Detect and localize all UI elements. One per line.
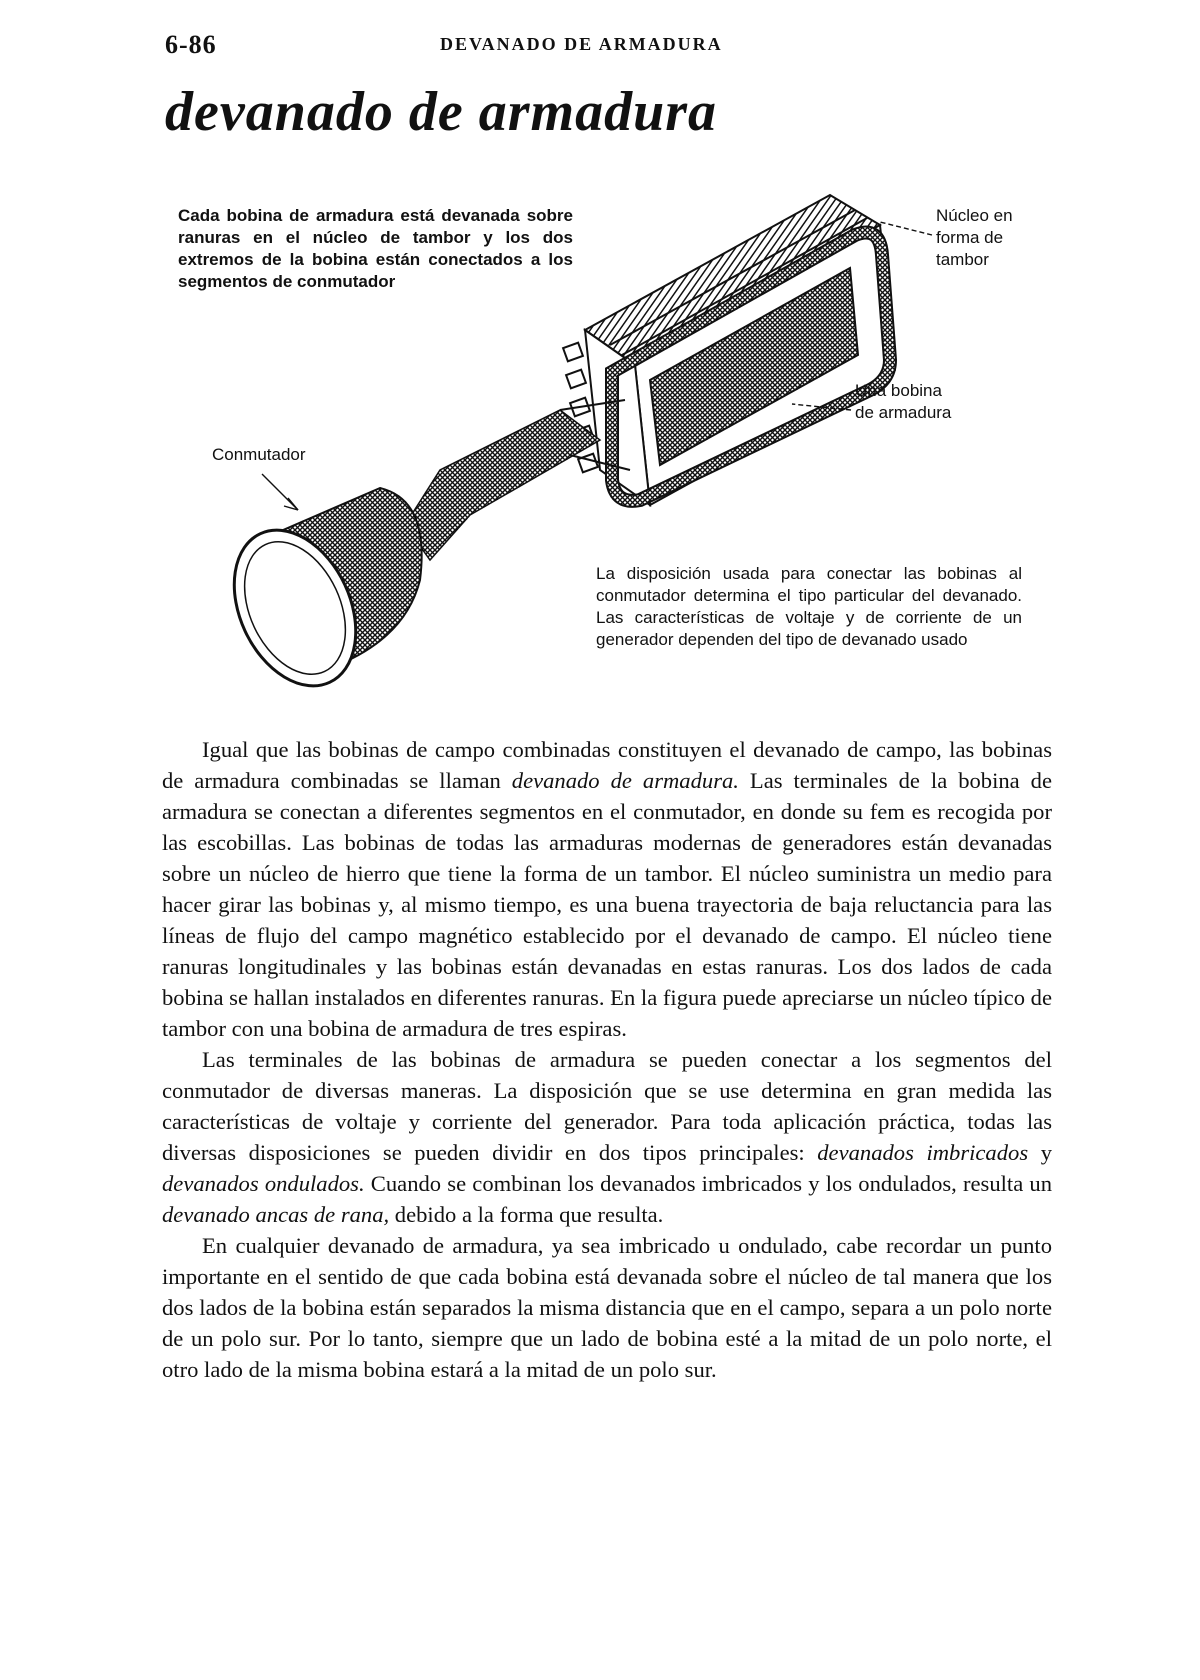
p2-text-c: y xyxy=(1028,1140,1052,1165)
paragraph-3: En cualquier devanado de armadura, ya sea imbricado u ondulado, cabe recordar un punto importante en el sentido de que cada bobina está devanada sobre el núcleo de tal manera que los dos lados de la bobina están separados la misma distancia que en el campo, separa a un polo norte de un polo sur. Por lo tanto, siempre que un lado de bobina esté a la mitad de un polo norte, el otro lado de la misma bobina estará a la mitad de un polo sur. xyxy=(162,1233,1052,1382)
label-commutator: Conmutador xyxy=(212,445,306,464)
p2-text-a: Las terminales de las bobinas de armadura se pueden conectar a los segmentos del conmutador de diversas maneras. La disposición que se use determina en gran medida las características de voltaje y corriente del generador. Para toda aplicación práctica, todas las diversas disposiciones se pueden dividir en dos tipos principales: xyxy=(162,1047,1052,1165)
running-head: DEVANADO DE ARMADURA xyxy=(440,34,723,54)
body-text xyxy=(162,734,1052,1385)
p2-text-e: Cuando se combinan los devanados imbricados y los ondulados, resulta un xyxy=(364,1171,1053,1196)
paragraph-2 xyxy=(162,1044,1052,1230)
commutator-drawing xyxy=(210,488,421,700)
p1-text-a: Igual que las bobinas de campo combinadas constituyen el devanado de campo, las bobinas de armadura combinadas se llaman xyxy=(162,737,1052,793)
label-drum-core: Núcleo en forma de tambor xyxy=(936,206,1013,269)
p1-text-c: Las terminales de la bobina de armadura se conectan a diferentes segmentos en el conmutador, en donde su fem es recogida por las escobillas. Las bobinas de todas las armaduras modernas de generadores están devanadas sobre un núcleo de hierro que tiene la forma de un tambor. El núcleo suministra un medio para hacer girar las bobinas y, al mismo tiempo, es una buena trayectoria de baja reluctancia para las líneas de flujo del campo magnético establecido por el devanado de campo. El núcleo tiene ranuras longitudinales y las bobinas están devanadas en estas ranuras. Los dos lados de cada bobina se hallan instalados en diferentes ranuras. En la figura puede apreciarse un núcleo típico de tambor con una bobina de armadura de tres espiras. xyxy=(162,768,1053,1041)
page-number: 6-86 xyxy=(165,30,217,59)
p2-text-g: debido a la forma que resulta. xyxy=(389,1202,664,1227)
p2-emphasis-2: devanados ondulados. xyxy=(162,1171,365,1196)
p2-emphasis-1: devanados imbricados xyxy=(817,1140,1029,1165)
label-armature-coil: Una bobina de armadura xyxy=(855,381,952,422)
p2-emphasis-3: devanado ancas de rana, xyxy=(162,1202,390,1227)
figure-caption-bottom: La disposición usada para conectar las bobinas al conmutador determina el tipo particular del devanado. Las características de voltaje y de corriente de un generador dependen del tipo de devanado usado xyxy=(596,564,1022,649)
page-title: devanado de armadura xyxy=(165,81,717,143)
paragraph-1 xyxy=(162,734,1052,1044)
p1-emphasis: devanado de armadura. xyxy=(511,768,739,793)
figure-caption-top: Cada bobina de armadura está devanada sobre ranuras en el núcleo de tambor y los dos extremos de la bobina están conectados a los segmentos de conmutador xyxy=(178,206,573,291)
